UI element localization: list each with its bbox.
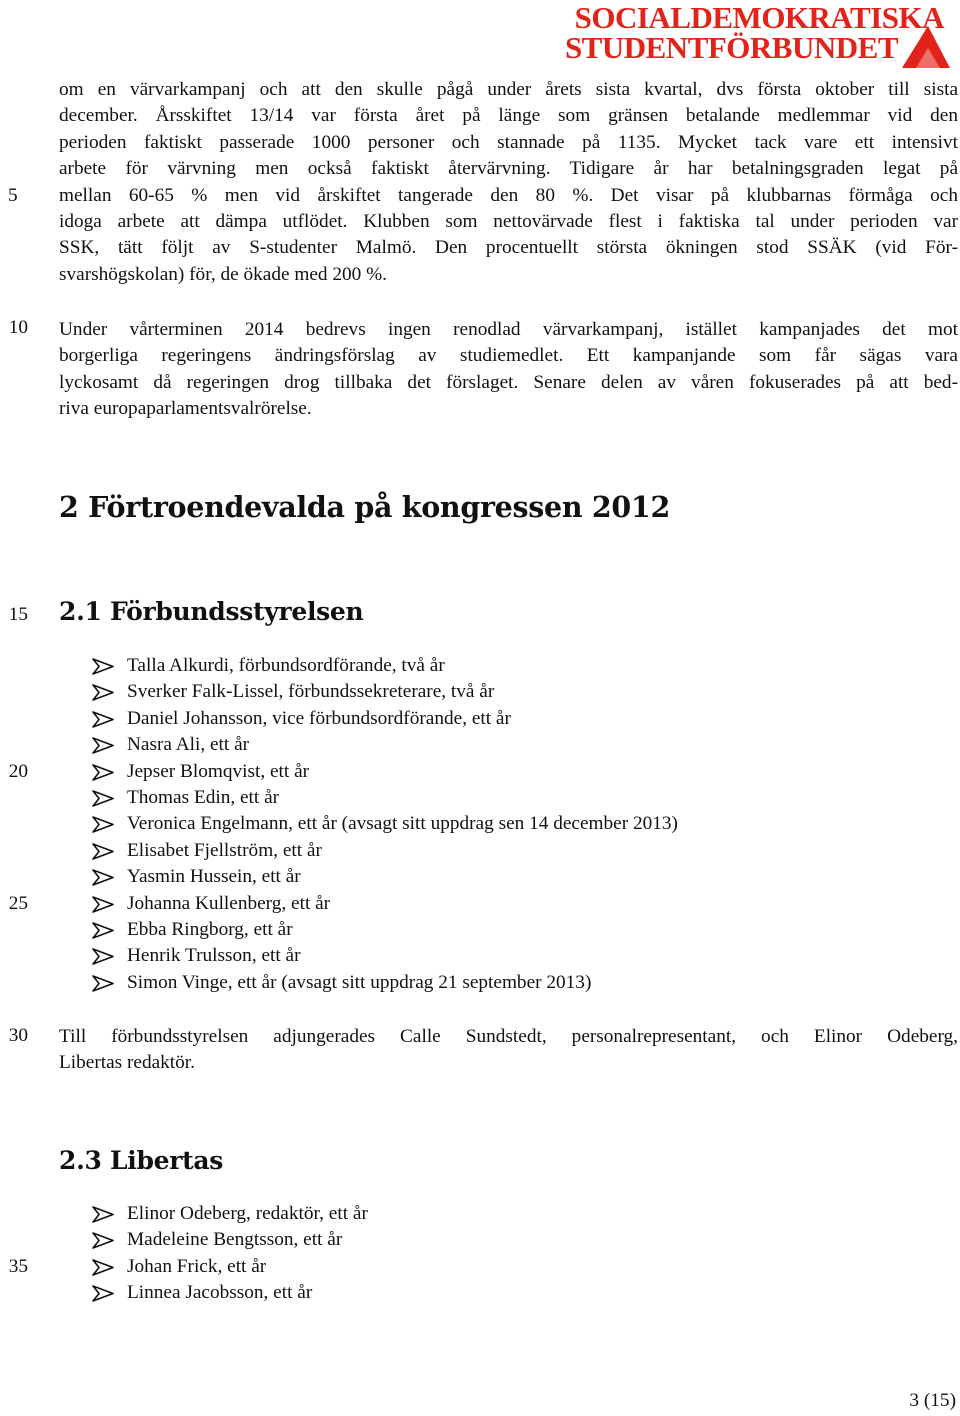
text-line: december. Årsskiftet 13/14 var första året på länge som gränsen betalande medlemmar vid den	[59, 105, 958, 127]
arrow-bullet-icon	[92, 764, 114, 781]
libertas-list	[92, 1201, 368, 1307]
list-item	[92, 653, 678, 679]
arrow-bullet-icon	[92, 1206, 114, 1223]
arrow-bullet-icon	[92, 1259, 114, 1276]
list-item-text: Ebba Ringborg, ett år	[127, 918, 293, 940]
brand-logo	[524, 0, 954, 72]
logo-line-1: SOCIALDEMOKRATISKA	[574, 0, 944, 35]
campaign-paragraph	[59, 317, 958, 423]
text-line: SSK, tätt följt av S-studenter Malmö. Den procentuellt största ökningen stod SSÄK (vid För-	[59, 237, 958, 259]
text-line: om en värvarkampanj och att den skulle pågå under årets sista kvartal, dvs första oktober till sista	[59, 79, 958, 100]
section-heading: 2 Förtroendevalda på kongressen 2012	[59, 490, 670, 524]
list-item-text: Veronica Engelmann, ett år (avsagt sitt uppdrag sen 14 december 2013)	[127, 813, 678, 835]
text-line: lyckosamt då regeringen drog tillbaka det förslaget. Senare delen av våren fokuserades på att bed-	[59, 371, 958, 393]
subsection-heading-styrelsen: 2.1 Förbundsstyrelsen	[59, 597, 364, 626]
arrow-bullet-icon	[92, 816, 114, 833]
text-line: Under vårterminen 2014 bedrevs ingen renodlad värvarkampanj, istället kampanjades det mot	[59, 319, 958, 340]
list-item	[92, 759, 678, 785]
line-number-15: 15	[8, 604, 28, 625]
line-number-30: 30	[8, 1025, 28, 1046]
list-item	[92, 864, 678, 890]
list-item	[92, 732, 678, 758]
line-number-20: 20	[8, 761, 28, 782]
arrow-bullet-icon	[92, 896, 114, 913]
arrow-bullet-icon	[92, 869, 114, 886]
list-item-text: Elinor Odeberg, redaktör, ett år	[127, 1203, 368, 1224]
adjunct-paragraph	[59, 1024, 958, 1077]
list-item-text: Thomas Edin, ett år	[127, 786, 280, 808]
text-line: riva europaparlamentsvalrörelse.	[59, 398, 312, 420]
list-item-text: Jepser Blomqvist, ett år	[127, 760, 310, 782]
text-line: idoga arbete att dämpa utflödet. Klubben som nettovärvade flest i faktiska tal under perioden var	[59, 211, 958, 233]
list-item	[92, 679, 678, 705]
text-line: svarshögskolan) för, de ökade med 200 %.	[59, 263, 387, 285]
text-line: Till förbundsstyrelsen adjungerades Calle Sundstedt, personalrepresentant, och Elinor Odeberg,	[59, 1026, 958, 1047]
styrelsen-list	[92, 653, 678, 996]
list-item	[92, 785, 678, 811]
list-item	[92, 811, 678, 837]
list-item-text: Johanna Kullenberg, ett år	[127, 892, 331, 914]
list-item-text: Nasra Ali, ett år	[127, 734, 250, 756]
text-line: arbete för värvning men också faktiskt återvärvning. Tidigare år har betalningsgraden legat på	[59, 158, 958, 180]
rose-logo-icon	[898, 22, 954, 70]
list-item	[92, 1280, 368, 1306]
arrow-bullet-icon	[92, 711, 114, 728]
list-item-text: Yasmin Hussein, ett år	[127, 866, 301, 888]
list-item	[92, 943, 678, 969]
list-item	[92, 1254, 368, 1280]
subsection-heading-libertas: 2.3 Libertas	[59, 1146, 224, 1175]
list-item-text: Elisabet Fjellström, ett år	[127, 839, 322, 861]
list-item	[92, 891, 678, 917]
list-item	[92, 1227, 368, 1253]
arrow-bullet-icon	[92, 1285, 114, 1302]
list-item-text: Talla Alkurdi, förbundsordförande, två år	[127, 655, 445, 676]
page-number: 3 (15)	[909, 1390, 956, 1411]
line-number-25: 25	[8, 893, 28, 914]
list-item-text: Johan Frick, ett år	[127, 1255, 267, 1277]
arrow-bullet-icon	[92, 737, 114, 754]
line-number-5: 5	[8, 185, 18, 206]
list-item-text: Sverker Falk-Lissel, förbundssekreterare, två år	[127, 681, 495, 703]
text-line: mellan 60-65 % men vid årskiftet tangerade den 80 %. Det visar på klubbarnas förmåga och	[59, 184, 958, 206]
arrow-bullet-icon	[92, 922, 114, 939]
list-item-text: Henrik Trulsson, ett år	[127, 945, 301, 967]
text-line: perioden faktiskt passerade 1000 personer och stannade på 1135. Mycket tack vare ett intensivt	[59, 131, 958, 153]
intro-paragraph	[59, 77, 958, 288]
list-item-text: Simon Vinge, ett år (avsagt sitt uppdrag 21 september 2013)	[127, 971, 592, 993]
logo-line-2: STUDENTFÖRBUNDET	[564, 30, 898, 65]
arrow-bullet-icon	[92, 684, 114, 701]
list-item	[92, 1201, 368, 1227]
arrow-bullet-icon	[92, 1232, 114, 1249]
list-item-text: Daniel Johansson, vice förbundsordförande, ett år	[127, 707, 511, 729]
text-line: Libertas redaktör.	[59, 1052, 195, 1074]
list-item	[92, 917, 678, 943]
line-number-10: 10	[8, 317, 28, 338]
list-item	[92, 970, 678, 996]
list-item-text: Madeleine Bengtsson, ett år	[127, 1229, 343, 1251]
list-item-text: Linnea Jacobsson, ett år	[127, 1282, 313, 1304]
arrow-bullet-icon	[92, 975, 114, 992]
list-item	[92, 838, 678, 864]
arrow-bullet-icon	[92, 843, 114, 860]
line-number-35: 35	[8, 1256, 28, 1277]
text-line: borgerliga regeringens ändringsförslag av studiemedlet. Ett kampanjande som får sägas vara	[59, 345, 958, 367]
arrow-bullet-icon	[92, 948, 114, 965]
arrow-bullet-icon	[92, 790, 114, 807]
list-item	[92, 706, 678, 732]
arrow-bullet-icon	[92, 658, 114, 675]
